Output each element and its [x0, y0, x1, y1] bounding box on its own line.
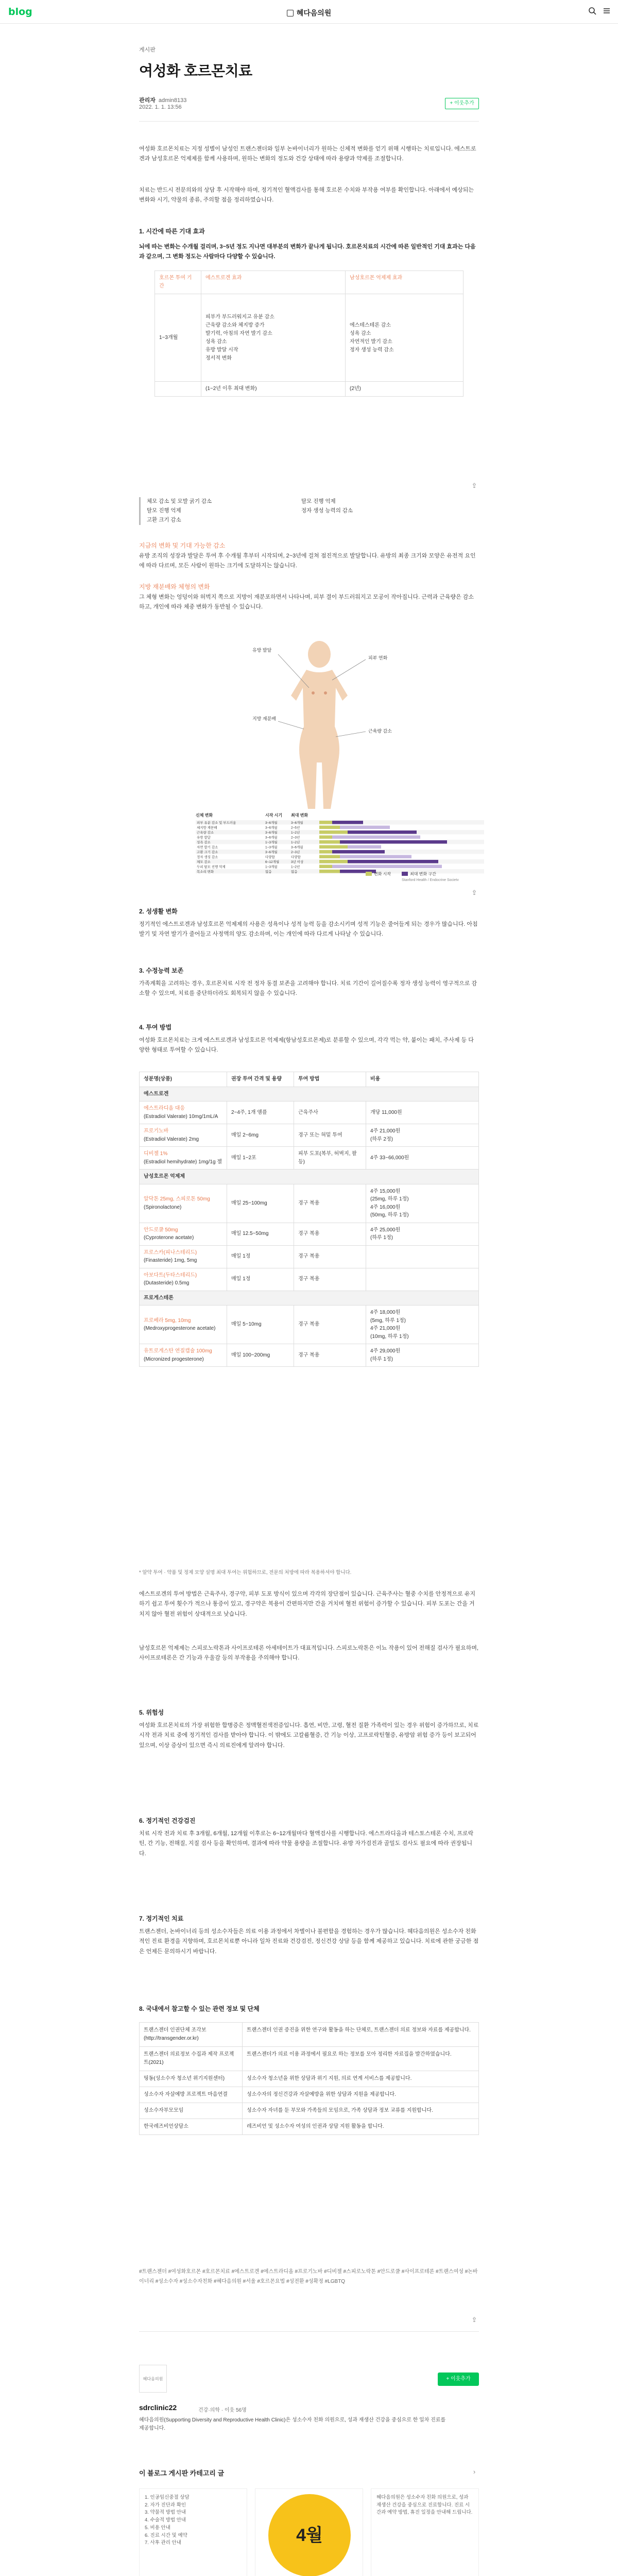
max-change-bar [348, 831, 417, 834]
table-row [155, 294, 464, 382]
onset-bar [319, 845, 348, 849]
table-cell-route: 경구 복용 [294, 1223, 366, 1245]
figure-cell-max: 다양함 [291, 855, 301, 859]
table-cell [140, 1344, 227, 1367]
max-change-bar [340, 840, 447, 844]
section-4-paragraph: 여성화 호르몬치료는 크게 에스트로겐과 남성호르몬 억제제(항남성호르몬제)로 분류할 수 있으며, 각각 먹는 약, 붙이는 패치, 주사제 등 다양한 형태로 투여할 수 있습니다. [139, 1037, 474, 1054]
table-header-row [140, 1072, 479, 1087]
drug-table-body [140, 1087, 479, 1367]
table-cell-route: 경구 복용 [294, 1344, 366, 1367]
figure-cell-name: 피부 유분 감소 및 부드러움 [197, 821, 236, 825]
figure-cell-onset: 3~6개월 [265, 851, 278, 854]
related-card-1[interactable]: 1. 인공임신중절 상담 2. 자가 진단과 확인 3. 약물적 방법 안내 4. 수술적 방법 안내 5. 비용 안내 6. 진료 시간 및 예약 7. 사후 관리 안내 [139, 2488, 247, 2576]
quote-right [301, 497, 353, 525]
quote-left [147, 497, 301, 525]
section-4-note-2: 남성호르몬 억제제는 스피로노락톤과 사이프로테론 아세테이트가 대표적입니다. 스피로노락톤은 이뇨 작용이 있어 전해질 검사가 필요하며, 사이프로테론은 간 기능과 우울감 등의 부작용을 주의해야 합니다. [139, 1645, 479, 1662]
org-name[interactable]: 성소수자 자살예방 프로젝트 마음연결 [140, 2087, 243, 2103]
figure-source: Stanford Health / Endocrine Society [402, 878, 459, 881]
legend-max: 최대 변화 구간 [410, 872, 436, 876]
table-row [140, 2071, 479, 2087]
onset-bar [319, 826, 340, 829]
max-change-bar [348, 845, 381, 849]
figure-cell-onset: 없음 [265, 870, 272, 874]
max-change-bar [332, 836, 420, 839]
figure-cell-max: 2~5년 [291, 826, 300, 830]
figure-cell-onset: 3~6개월 [265, 831, 278, 835]
figure-cell-name: 정자 생성 감소 [197, 855, 218, 859]
quote-line: 고환 크기 감소 [147, 516, 181, 523]
max-change-bar [332, 850, 385, 854]
legend-swatch-onset [366, 872, 372, 876]
subheading-body: 지방 재분배와 체형의 변화 [139, 583, 210, 590]
blog-profile [139, 2365, 479, 2447]
body-silhouette [291, 641, 348, 809]
table-cell-dose: 매일 25~100mg [227, 1184, 294, 1223]
figure-cell-name: 근육량 감소 [197, 831, 214, 835]
share-icon[interactable]: ⇪ [471, 482, 477, 489]
label-fat: 지방 재분배 [252, 716, 276, 721]
breast-paragraph: 유방 조직의 성장과 발달은 투여 후 수개월 후부터 시작되며, 2~3년에 걸쳐 점진적으로 발달합니다. 유방의 최종 크기와 모양은 유전적 요인에 따라 다르며, 모든 사람이 원하는 크기에 도달하지는 않습니다. [139, 553, 476, 569]
figure-cell-max: 3~6개월 [291, 845, 303, 850]
table-row [140, 2047, 479, 2071]
share-icon[interactable]: ⇪ [471, 2316, 477, 2324]
figure-cell-name: 성욕 감소 [197, 841, 211, 844]
table-cell [140, 1245, 227, 1268]
table-cell [140, 1268, 227, 1291]
section-1-heading: 1. 시간에 따른 기대 효과 [139, 228, 205, 235]
table-cell-cost: 4주 33~66,000원 [366, 1147, 479, 1170]
drug-name: 에스트라디올 대응 [144, 1106, 185, 1111]
effects-table [154, 270, 464, 397]
drug-name: 아보다트(두타스테리드) [144, 1272, 197, 1278]
table-cell [140, 1223, 227, 1245]
section-8-heading: 8. 국내에서 참고할 수 있는 관련 정보 및 단체 [139, 2005, 260, 2012]
figure-cell-max: 없음 [291, 870, 298, 874]
table-cell: (1~2년 이후 최대 변화) [201, 382, 346, 397]
drug-generic: (Micronized progesterone) [144, 1356, 204, 1362]
drug-generic: (Medroxyprogesterone acetate) [144, 1326, 216, 1331]
table-row [140, 1184, 479, 1223]
org-name[interactable]: 한국레즈비언상담소 [140, 2119, 243, 2135]
quote-line: 탈모 진행 억제 [147, 507, 181, 514]
table-cell-route: 경구 복용 [294, 1306, 366, 1344]
table-row [140, 1268, 479, 1291]
intro-paragraph-2: 치료는 반드시 전문의와의 상담 후 시작해야 하며, 정기적인 혈액검사를 통해 호르몬 수치와 부작용 여부를 확인합니다. 아래에서 예상되는 변화와 시기, 약물의 종류, 주의할 점을 정리하였습니다. [139, 187, 474, 204]
org-name[interactable]: 띵동(성소수자 청소년 위기지원센터) [140, 2071, 243, 2087]
tag-list[interactable]: #트랜스젠더 #여성화호르몬 #호르몬치료 #에스트로겐 #에스트라디올 #프로기노바 #디비젤 #스피로노락톤 #안드로쿨 #사이프로테론 #트랜스여성 #논바이너리 #성소수자 #성소수자친화 #혜다음의원 #서울 #호르몬요법 #성전환 #성확정 #LGBTQ [139, 2269, 478, 2284]
table-cell-dose: 2~4주, 1개 앰플 [227, 1101, 294, 1124]
table-section-label: 에스트로겐 [140, 1087, 479, 1101]
site-title[interactable] [0, 8, 618, 18]
related-card-2[interactable] [255, 2488, 363, 2576]
drug-generic: (Cyproterone acetate) [144, 1235, 194, 1241]
table-cell-cost: 4주 21,000원 (하루 2정) [366, 1124, 479, 1147]
related-card-3[interactable]: 혜다음의원은 성소수자 친화 의원으로, 성과 재생산 건강을 중심으로 진료합니다. 진료 시간과 예약 방법, 휴진 일정을 안내해 드립니다. [371, 2488, 479, 2576]
figure-cell-name: 두피 탈모 진행 억제 [197, 865, 226, 869]
figure-cell-onset: 6~12개월 [265, 860, 280, 864]
org-table-body [140, 2023, 479, 2135]
section-3-heading: 3. 수정능력 보존 [139, 967, 184, 974]
related-cards [139, 2488, 479, 2576]
related-heading[interactable]: 이 블로그 게시판 카테고리 글 [139, 2469, 225, 2477]
table-row [140, 2023, 479, 2047]
table-cell-route: 경구 복용 [294, 1268, 366, 1291]
post-date: 2022. 1. 1. 13:56 [139, 104, 182, 110]
org-description: 성소수자 자녀를 둔 부모와 가족들의 모임으로, 가족 상담과 정보 교류를 지원합니다. [243, 2103, 479, 2119]
figure-cell-name: 자연 발기 감소 [197, 845, 218, 850]
figure-cell-name: 유방 발달 [197, 836, 211, 840]
org-description: 성소수자 청소년을 위한 상담과 위기 지원, 의료 연계 서비스를 제공합니다. [243, 2071, 479, 2087]
table-cell-cost: 개당 11,000원 [366, 1101, 479, 1124]
table-cell [155, 382, 201, 397]
drug-generic: (Estradiol Valerate) 10mg/1mL/A [144, 1113, 218, 1120]
byline [139, 96, 186, 104]
figure-cell-onset: 3~6개월 [265, 826, 278, 830]
table-cell-route: 경구 복용 [294, 1245, 366, 1268]
figure-cell-onset: 1~3개월 [265, 845, 278, 850]
menu-icon[interactable] [602, 7, 612, 17]
col-header: 시작 시기 [265, 813, 283, 818]
quote-line: 정자 생성 능력의 감소 [301, 507, 353, 514]
drug-table [139, 1072, 479, 1367]
follow-button[interactable]: + 이웃추가 [445, 98, 479, 109]
onset-bar [319, 836, 332, 839]
table-cell: 피부가 부드러워지고 유분 감소 근육량 감소와 체지방 증가 발기력, 아침의 자연 발기 감소 성욕 감소 유방 발달 시작 정서적 변화 [201, 294, 346, 382]
callout-line [278, 721, 304, 729]
section-6-paragraph: 치료 시작 전과 치료 후 3개월, 6개월, 12개월 이후로는 6~12개월마다 혈액검사를 시행합니다. 에스트라디올과 테스토스테론 수치, 프로락틴, 간 기능, 전해질, 지질 검사 등을 확인하며, 결과에 따라 약물 용량을 조절합니다. 유방 자가검진과 골밀도 검사도 필요에 따라 권장됩니다. [139, 1831, 474, 1857]
drug-generic: (Spironolactone) [144, 1204, 182, 1210]
org-description: 성소수자의 정신건강과 자살예방을 위한 상담과 지원을 제공합니다. [243, 2087, 479, 2103]
table-cell-cost: 4주 29,000원 (하루 1정) [366, 1344, 479, 1367]
quote-line: 체모 감소 및 모발 굵기 감소 [147, 498, 212, 504]
table-row [140, 1344, 479, 1367]
author-id[interactable]: admin8133 [158, 97, 187, 104]
table-row [140, 2119, 479, 2135]
table-cell-dose: 매일 1~2포 [227, 1147, 294, 1170]
table-header: 호르몬 투여 기간 [155, 271, 201, 294]
label-breast: 유방 발달 [252, 648, 272, 653]
intro-paragraph-1: 여성화 호르몬치료는 지정 성별이 남성인 트랜스젠더와 일부 논바이너리가 원하는 신체적 변화를 얻기 위해 시행하는 치료입니다. 에스트로겐과 남성호르몬 억제제를 함께 사용하며, 원하는 변화의 정도와 건강 상태에 따라 용량과 약제를 조절합니다. [139, 146, 476, 162]
drug-name: 디비젤 1% [144, 1151, 168, 1157]
table-row [140, 1147, 479, 1170]
figure-cell-max: 1~2년 [291, 841, 300, 844]
drug-name: 유트로게스탄 연질캡슐 100mg [144, 1348, 212, 1354]
max-change-bar [340, 855, 411, 859]
site-title-text: 혜다음의원 [296, 9, 332, 17]
figure-cell-onset: 3~6개월 [265, 836, 278, 840]
section-3-paragraph: 가족계획을 고려하는 경우, 호르몬치료 시작 전 정자 동결 보존을 고려해야 합니다. 치료 기간이 길어질수록 정자 생성 능력이 영구적으로 감소할 수 있으며, 치료를 중단하더라도 회복되지 않을 수 있습니다. [139, 980, 477, 997]
col-header: 최대 변화 [291, 813, 308, 818]
table-row [140, 2103, 479, 2119]
body-changes-figure [196, 639, 484, 881]
table-section-row [140, 1170, 479, 1184]
table-row [140, 1245, 479, 1268]
drug-name: 프로베라 5mg, 10mg [144, 1317, 191, 1324]
section-2-paragraph: 정기적인 에스트로겐과 남성호르몬 억제제의 사용은 성욕이나 성적 능력 등을 감소시키며 성적 기능은 줄어들게 되는 경우가 많습니다. 아침 발기 및 자연 발기가 줄어들고 사정액의 양도 감소하며, 이는 개인에 따라 다르게 나타날 수 있습니다. [139, 921, 478, 938]
section-7-paragraph: 트랜스젠더, 논바이너리 등의 성소수자들은 의료 이용 과정에서 차별이나 불편함을 경험하는 경우가 많습니다. 혜다음의원은 성소수자 친화적인 진료 환경을 지향하며, 호르몬치료뿐 아니라 일차 진료와 건강검진, 정신건강 상담 등을 함께 제공하고 있습니다. 치료에 관한 궁금한 점은 언제든 문의하시기 바랍니다. [139, 1928, 479, 1955]
section-5-heading: 5. 위험성 [139, 1709, 164, 1716]
quote-columns [147, 497, 479, 525]
onset-bar [319, 855, 340, 859]
blog-logo[interactable]: blog [8, 6, 32, 18]
figure-cell-name: 목소리 변화 [197, 870, 214, 874]
section-7-heading: 7. 정기적인 치료 [139, 1915, 184, 1922]
table-cell [140, 1306, 227, 1344]
drug-generic: (Finasteride) 1mg, 5mg [144, 1258, 197, 1263]
quote-line: 탈모 진행 억제 [301, 498, 336, 504]
figure-cell-max: 2~3년 [291, 851, 300, 854]
onset-bar [319, 850, 332, 854]
table-cell-cost: 4주 15,000원 (25mg, 하루 1정) 4주 16,000원 (50mg, 하루 1정) [366, 1184, 479, 1223]
max-change-bar [348, 860, 438, 863]
table-cell: 1~3개월 [155, 294, 201, 382]
table-cell-route: 경구 복용 [294, 1184, 366, 1223]
book-icon [287, 10, 294, 16]
figure-cell-name: 체모 감소 [197, 860, 211, 864]
callout-line [332, 659, 366, 680]
table-header: 권장 투여 간격 및 용량 [227, 1072, 294, 1087]
section-4-note-1: 에스트로겐의 투여 방법은 근육주사, 경구약, 피부 도포 방식이 있으며 각각의 장단점이 있습니다. 근육주사는 혈중 수치를 안정적으로 유지하기 쉽고 투여 횟수가 적으나 통증이 있고, 경구약은 복용이 간편하지만 간을 거치며 혈전 위험이 증가할 수 있습니다. 피부 도포는 간을 거치지 않아 혈전 위험이 상대적으로 낮습니다. [139, 1591, 476, 1617]
section-6-heading: 6. 정기적인 건강검진 [139, 1817, 196, 1824]
onset-bar [319, 821, 332, 824]
table-cell-cost [366, 1268, 479, 1291]
profile-name[interactable]: sdrclinic22 [139, 2403, 177, 2412]
profile-meta: 건강·의학 · 이웃 56명 [198, 2408, 247, 2413]
section-2-heading: 2. 성생활 변화 [139, 908, 178, 915]
onset-bar [319, 831, 348, 834]
org-description: 레즈비언 및 성소수자 여성의 인권과 상담 지원 활동을 합니다. [243, 2119, 479, 2135]
table-row [140, 1306, 479, 1344]
figure-cell-max: 2~3년 [291, 836, 300, 840]
table-footnote: * 알약 투여 · 약품 및 정제 모양 설명 최대 투여는 위험하므로, 전문의 처방에 따라 복용하셔야 합니다. [139, 1570, 352, 1575]
table-cell-cost [366, 1245, 479, 1268]
table-row [155, 382, 464, 397]
table-cell: (2년) [346, 382, 464, 397]
table-section-row [140, 1087, 479, 1101]
drug-name: 프로스카(피나스테리드) [144, 1249, 197, 1256]
table-cell-dose: 매일 100~200mg [227, 1344, 294, 1367]
figure-cell-onset: 3~6개월 [265, 821, 278, 825]
section-1-lead: 뇌에 따는 변화는 수개월 걸리며, 3~5년 정도 지나면 대부분의 변화가 끝나게 됩니다. 호르몬치료의 시간에 따른 일반적인 기대 효과는 다음과 같으며, 그 변화 정도는 사람마다 다양할 수 있습니다. [139, 244, 476, 260]
figure-cell-max: 3년 이상 [291, 860, 304, 864]
table-header: 에스트로겐 효과 [201, 271, 346, 294]
org-description: 트랜스젠더가 의료 이용 과정에서 필요로 하는 정보를 모아 정리한 자료집을 발간하였습니다. [243, 2047, 479, 2071]
body-paragraph: 그 체형 변화는 엉덩이와 허벅지 쪽으로 지방이 재분포하면서 나타나며, 피부 결이 부드러워지고 모공이 작아집니다. 근력과 근육량은 감소하고, 개인에 따라 체중 변화가 동반될 수 있습니다. [139, 594, 474, 611]
table-row [140, 2087, 479, 2103]
table-cell-dose: 매일 5~10mg [227, 1306, 294, 1344]
figure-cell-onset: 다양함 [265, 855, 275, 859]
table-cell [140, 1124, 227, 1147]
table-cell-dose: 매일 2~6mg [227, 1124, 294, 1147]
table-cell-dose: 매일 1정 [227, 1268, 294, 1291]
divider [139, 2331, 479, 2332]
table-cell-cost: 4주 25,000원 (하루 1정) [366, 1223, 479, 1245]
table-cell-dose: 매일 12.5~50mg [227, 1223, 294, 1245]
section-4-heading: 4. 투여 방법 [139, 1024, 172, 1031]
onset-bar [319, 860, 348, 863]
table-cell-route: 경구 또는 혀밑 투여 [294, 1124, 366, 1147]
share-icon[interactable]: ⇪ [471, 889, 477, 896]
table-row [140, 1124, 479, 1147]
post-category[interactable]: 게시판 [139, 47, 156, 53]
figure-cell-name: 고환 크기 감소 [197, 851, 218, 854]
april-badge: 4월 [268, 2494, 351, 2576]
top-bar [0, 0, 618, 24]
drug-name: 알닥톤 25mg, 스피로톤 50mg [144, 1196, 210, 1202]
section-5-paragraph: 여성화 호르몬치료의 가장 위험한 합병증은 정맥혈전색전증입니다. 흡연, 비만, 고령, 혈전 질환 가족력이 있는 경우 위험이 증가하므로, 치료 시작 전과 치료 중에 정기적인 검사를 받아야 합니다. 이 밖에도 고칼륨혈증, 간 기능 이상, 고프로락틴혈증, 유방암 위험 증가 등이 보고되어 있으며, 이상 증상이 있으면 즉시 의료진에게 알려야 합니다. [139, 1722, 479, 1749]
table-cell [140, 1147, 227, 1170]
figure-cell-name: 체지방 재분배 [197, 826, 217, 830]
neighbor-add-button[interactable]: + 이웃추가 [438, 2372, 479, 2386]
figure-cell-max: 1~2년 [291, 865, 300, 869]
onset-bar [319, 870, 340, 873]
figure-svg [196, 639, 484, 881]
drug-generic: (Estradiol Valerate) 2mg [144, 1136, 199, 1142]
drug-name: 안드로쿨 50mg [144, 1227, 178, 1233]
max-change-bar [332, 865, 442, 869]
drug-name: 프로기노바 [144, 1128, 169, 1134]
table-header: 투여 방법 [294, 1072, 366, 1087]
figure-cell-max: 3~6개월 [291, 821, 303, 825]
table-header: 남성호르몬 억제제 효과 [346, 271, 464, 294]
table-header: 성분명(상품) [140, 1072, 227, 1087]
subheading-breast: 지금의 변화 및 기대 가능한 감소 [139, 542, 226, 549]
onset-bar [319, 840, 340, 844]
profile-description: 혜다음의원(Supporting Diversity and Reproductive Health Clinic)은 성소수자 친화 의원으로, 성과 재생산 건강을 중심으로 한 일차 진료를 제공합니다. [139, 2417, 446, 2431]
table-cell-dose: 매일 1정 [227, 1245, 294, 1268]
quote-block [139, 497, 479, 525]
figure-rows [196, 820, 484, 874]
table-cell-cost: 4주 18,000원 (5mg, 하루 1정) 4주 21,000원 (10mg, 하루 1정) [366, 1306, 479, 1344]
post-title: 여성화 호르몬치료 [139, 63, 252, 79]
callout-line [278, 654, 309, 688]
figure-cell-onset: 1~3개월 [265, 865, 278, 869]
org-table [139, 2022, 479, 2135]
table-section-label: 남성호르몬 억제제 [140, 1170, 479, 1184]
author-name[interactable]: 관리자 [139, 97, 156, 104]
onset-bar [319, 865, 332, 869]
label-muscle: 근육량 감소 [368, 728, 392, 734]
figure-cell-max: 1~2년 [291, 831, 300, 835]
callout-line [336, 732, 366, 737]
org-name[interactable]: 성소수자부모모임 [140, 2103, 243, 2119]
org-name[interactable]: 트랜스젠더 의료정보 수집과 제작 프로젝트(2021) [140, 2047, 243, 2071]
table-row [140, 1101, 479, 1124]
table-cell-route: 피부 도포(복부, 허벅지, 팔 등) [294, 1147, 366, 1170]
org-description: 트랜스젠더 인권 증진을 위한 연구와 활동을 하는 단체로, 트랜스젠더 의료 정보와 자료를 제공합니다. [243, 2023, 479, 2047]
table-cell [140, 1184, 227, 1223]
table-cell [140, 1101, 227, 1124]
table-cell: 에스테스테론 감소 성욕 감소 자연적인 발기 감소 정자 생성 능력 감소 [346, 294, 464, 382]
drug-generic: (Dutasteride) 0.5mg [144, 1280, 190, 1286]
avatar[interactable]: 혜다음의원 [139, 2365, 167, 2393]
col-header: 신체 변화 [196, 813, 213, 818]
org-name[interactable]: 트랜스젠더 인권단체 조각보 (http://transgender.or.kr) [140, 2023, 243, 2047]
table-section-label: 프로게스테론 [140, 1291, 479, 1306]
legend-onset: 변화 시작 [374, 872, 391, 876]
drug-generic: (Estradiol hemihydrate) 1mg/1g 젤 [144, 1159, 222, 1165]
table-header: 비용 [366, 1072, 479, 1087]
table-row [140, 1223, 479, 1245]
max-change-bar [332, 821, 363, 824]
search-icon[interactable] [587, 7, 597, 17]
label-skin: 피부 연화 [368, 655, 388, 660]
chevron-right-icon[interactable]: › [473, 2468, 476, 2476]
table-section-row [140, 1291, 479, 1306]
legend-swatch-max [402, 872, 408, 876]
figure-cell-onset: 1~3개월 [265, 841, 278, 844]
divider [139, 121, 479, 122]
max-change-bar [340, 826, 390, 829]
table-cell-route: 근육주사 [294, 1101, 366, 1124]
